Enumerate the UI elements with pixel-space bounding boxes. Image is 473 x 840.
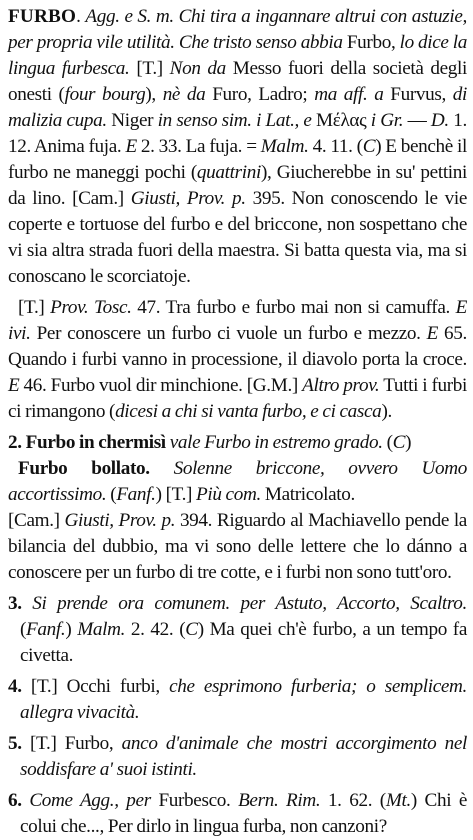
text-run: Non da: [169, 58, 226, 79]
text-run: 1. 62. (: [320, 790, 386, 811]
text-run: Matricolato.: [260, 484, 355, 505]
text-run: Giusti, Prov. p.: [64, 510, 176, 531]
text-run: dicesi a chi si vanta furbo, e ci casca: [115, 401, 382, 422]
text-run: 395. Non conoscendo le vie coperte e tortuose del furbo e del briccone, non sospettano che vi sia altra strada fuori della maestra. Si batta questa via, ma si conoscano le scorciatoje.: [8, 188, 467, 287]
text-run: in senso sim. i Lat., e: [157, 110, 312, 131]
text-run: Fanf.: [26, 619, 66, 640]
text-run: Messo fuori della società degli onesti (: [8, 58, 467, 105]
text-run: Si prende ora comunem. per: [32, 593, 266, 614]
text-run: 46. Furbo vuol dir minchione. [G.M.]: [19, 375, 303, 396]
text-run: E: [426, 323, 439, 344]
text-run: 1. 12. Anima fuja.: [8, 110, 467, 157]
text-run: di malizia cupa.: [8, 84, 467, 131]
text-run: [Cam.]: [8, 510, 65, 531]
text-run: Furbesco.: [150, 790, 239, 811]
text-run: [150, 458, 174, 479]
text-run: ),: [145, 84, 163, 105]
text-run: 3.: [8, 593, 33, 614]
furbo-bollato-paragraph: [8, 456, 467, 508]
text-run: .: [76, 6, 86, 27]
text-run: 65. Quando i furbi vanno in processione, il diavolo porta la croce.: [8, 323, 467, 370]
text-run: Mt.: [385, 790, 411, 811]
text-run: ) [T.]: [155, 484, 197, 505]
citation-paragraph: [8, 508, 467, 586]
text-run: vale Furbo in estremo grado.: [169, 432, 383, 453]
text-run: Più com.: [196, 484, 261, 505]
text-run: i Gr.: [370, 110, 404, 131]
text-run: (: [20, 619, 27, 640]
text-run: 2.: [8, 432, 26, 453]
text-run: Per conoscere un furbo ci vuole un furbo e mezzo.: [30, 323, 427, 344]
text-run: 394. Riguardo al Machiavello pende la bilancia del dubbio, ma vi sono delle lettere che lo dánno a conoscere per un furbo di tre cotte, e i furbi non sono tutt'oro.: [8, 510, 467, 583]
text-run: lo dice la lingua furbesca.: [8, 32, 467, 79]
text-run: C: [185, 619, 198, 640]
text-run: [T.] Occhi furbi,: [30, 676, 170, 697]
text-run: 4. 11. (: [308, 136, 363, 157]
text-run: ): [405, 432, 412, 453]
sense-3: [8, 591, 467, 669]
text-run: E ivi.: [8, 297, 468, 344]
sense-4-text: [8, 676, 467, 723]
text-run: ) Chi è colui che..., Per dirlo in lingua furba, non canzoni?: [20, 790, 467, 837]
furbo-bollato-text: [8, 458, 467, 505]
text-run: C: [392, 432, 406, 453]
sense-2-text: [8, 432, 411, 453]
text-run: che esprimono furberia; o semplicem. allegra vivacità.: [20, 676, 467, 723]
text-run: Furbo bollato.: [18, 458, 150, 479]
definition-text: [8, 6, 467, 287]
text-run: 4.: [8, 676, 31, 697]
text-run: Malm.: [77, 619, 126, 640]
text-run: 6.: [8, 790, 30, 811]
proverbs-paragraph: [8, 295, 467, 425]
text-run: Prov. Tosc.: [50, 297, 132, 318]
text-run: Solenne briccone, ovvero Uomo accortissimo.: [8, 458, 467, 505]
text-run: Come Agg., per: [29, 790, 151, 811]
text-run: E: [8, 375, 20, 396]
text-run: ma aff. a: [314, 84, 384, 105]
sense-2: [8, 430, 467, 456]
text-run: Malm.: [260, 136, 309, 157]
text-run: Furbo,: [342, 32, 400, 53]
text-run: (: [106, 484, 117, 505]
text-run: Fanf.: [116, 484, 156, 505]
entry-definition: [8, 4, 467, 290]
text-run: C: [362, 136, 376, 157]
citation-text: [8, 510, 467, 583]
text-run: ) E benchè il furbo ne maneggi pochi (: [8, 136, 467, 183]
text-run: Agg. e S. m. Chi tira a ingannare altrui con astuzie, per propria vile utilità. Che tristo senso abbia: [8, 6, 467, 53]
text-run: ), Giucherebbe in su' pettini da lino. [Cam.]: [8, 162, 468, 209]
proverbs-text: [8, 297, 467, 422]
text-run: 5.: [8, 733, 31, 754]
text-run: Altro prov.: [302, 375, 380, 396]
text-run: Furo, Ladro;: [205, 84, 315, 105]
text-run: Niger: [106, 110, 158, 131]
text-run: 47. Tra furbo e furbo mai non si camuffa.: [131, 297, 456, 318]
text-run: E: [125, 136, 137, 157]
text-run: 2. 42. (: [125, 619, 186, 640]
sense-3-text: [8, 593, 467, 666]
headword: FURBO: [8, 6, 77, 27]
text-run: ).: [381, 401, 392, 422]
text-run: ): [65, 619, 78, 640]
text-run: Furbo in chermisì: [25, 432, 170, 453]
text-run: D.: [430, 110, 449, 131]
sense-6: [8, 788, 467, 840]
text-run: Bern. Rim.: [238, 790, 321, 811]
text-run: 2. 33. La fuja. =: [136, 136, 261, 157]
sense-5: [8, 731, 467, 783]
sense-5-text: [8, 733, 467, 780]
text-run: (: [382, 432, 393, 453]
sense-4: [8, 674, 467, 726]
text-run: Astuto, Accorto, Scaltro.: [265, 593, 468, 614]
text-run: nè da: [162, 84, 206, 105]
text-run: four bourg: [64, 84, 146, 105]
text-run: anco d'animale che mostri accorgimento nel soddisfare a' suoi istinti.: [20, 733, 468, 780]
text-run: —: [403, 110, 431, 131]
text-run: [T.]: [18, 297, 51, 318]
text-run: ) Ma quei ch'è furbo, a un tempo fa civetta.: [20, 619, 467, 666]
text-run: Furvus,: [383, 84, 453, 105]
text-run: Μέλας: [311, 110, 371, 131]
text-run: Giusti, Prov. p.: [130, 188, 246, 209]
text-run: [T.] Furbo,: [30, 733, 122, 754]
text-run: [T.]: [129, 58, 170, 79]
sense-6-text: [8, 790, 467, 837]
text-run: quattrini: [196, 162, 261, 183]
dictionary-entry: [8, 4, 467, 840]
text-run: Tutti i furbi ci rimangono (: [8, 375, 467, 422]
